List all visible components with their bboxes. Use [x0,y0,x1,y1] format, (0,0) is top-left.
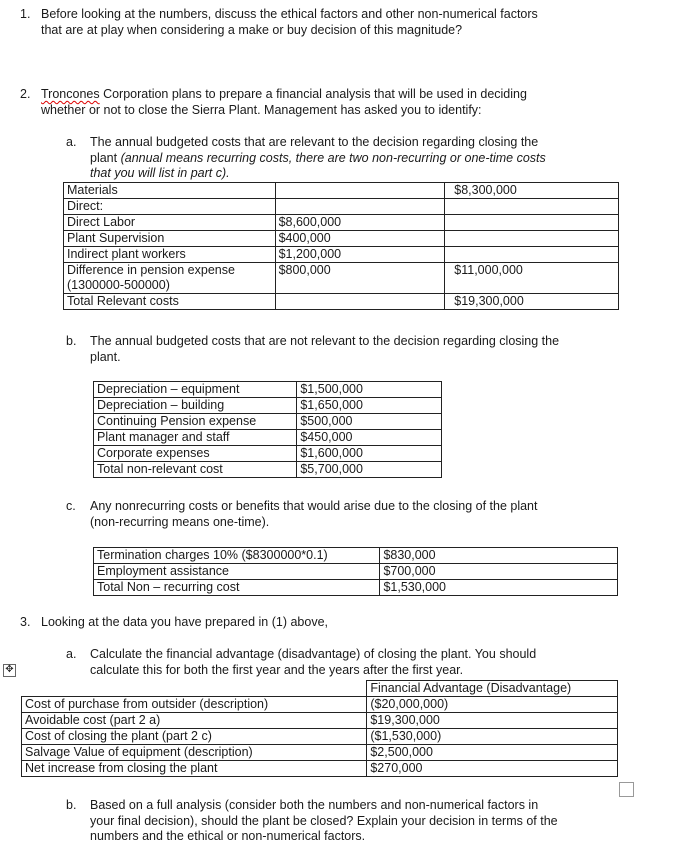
cell-label: Cost of purchase from outsider (description) [22,697,367,713]
q1-line1: Before looking at the numbers, discuss the ethical factors and other non-numerical factors [41,7,538,21]
cell-amount [275,294,445,310]
q2-line2: whether or not to close the Sierra Plant. Management has asked you to identify: [41,102,482,117]
q2a-letter: a. [66,135,77,149]
table-header: Financial Advantage (Disadvantage) [367,681,618,697]
q2b-line2: plant. [90,349,121,364]
financial-advantage-table [21,680,618,777]
cell-label: Plant manager and staff [94,430,297,446]
q3-number: 3. [20,615,31,629]
table-row [64,247,619,263]
cell-label: Indirect plant workers [64,247,276,263]
cell-amount: ($20,000,000) [367,697,618,713]
table-row [22,681,618,697]
cell-amount: $450,000 [297,430,442,446]
q1-text [41,7,538,38]
cell-label: Total Relevant costs [64,294,276,310]
cell-amount: $400,000 [275,231,445,247]
q3b-line2: your final decision), should the plant be closed? Explain your decision in terms of the [90,813,558,828]
cell-label: Net increase from closing the plant [22,761,367,777]
cell-label-line2: (1300000-500000) [67,278,170,292]
cell-total: $11,000,000 [445,263,619,294]
table-row [64,231,619,247]
q3a-letter: a. [66,647,77,661]
table-row [94,382,442,398]
cell-amount [275,199,445,215]
cell-label: Direct: [64,199,276,215]
q2-line1: Corporation plans to prepare a financial analysis that will be used in deciding [99,87,527,101]
cell-amount: $800,000 [275,263,445,294]
table-row [94,446,442,462]
table-row [22,745,618,761]
cell-label: Termination charges 10% ($8300000*0.1) [94,548,380,564]
q3a-line1: Calculate the financial advantage (disadvantage) of closing the plant. You should [90,647,537,661]
table-row [22,697,618,713]
cell-amount: $1,600,000 [297,446,442,462]
cell-amount: $8,600,000 [275,215,445,231]
q2-text [41,87,527,118]
q1-number: 1. [20,7,31,21]
move-handle-icon[interactable]: ✥ [3,664,16,677]
table-row [64,215,619,231]
cell-total [445,231,619,247]
table-row [64,263,619,294]
nonrecurring-costs-table [93,547,618,596]
non-relevant-costs-table [93,381,442,478]
cell-label: Salvage Value of equipment (description) [22,745,367,761]
q2b-text [90,334,559,365]
q2a-line2-italic: (annual means recurring costs, there are two non-recurring or one-time costs [120,150,546,165]
q2c-text [90,499,538,530]
cell-amount: $1,500,000 [297,382,442,398]
cell-amount: $1,650,000 [297,398,442,414]
table-row [22,761,618,777]
cell-label: Continuing Pension expense [94,414,297,430]
cell-amount: $500,000 [297,414,442,430]
cell-label: Total Non – recurring cost [94,580,380,596]
cell-label: Materials [64,183,276,199]
table-row [22,729,618,745]
q2a-line1: The annual budgeted costs that are relevant to the decision regarding closing the [90,135,539,149]
cell-amount: $830,000 [380,548,618,564]
cell-amount: $1,200,000 [275,247,445,263]
q3a-line2: calculate this for both the first year and the years after the first year. [90,662,464,677]
cell-amount: $270,000 [367,761,618,777]
cell-total: $19,300,000 [445,294,619,310]
q2b-letter: b. [66,334,77,348]
cell-amount: ($1,530,000) [367,729,618,745]
table-row [94,414,442,430]
q3b-line3: numbers and the ethical or non-numerical factors. [90,829,366,843]
cell-label: Plant Supervision [64,231,276,247]
cell-amount: $1,530,000 [380,580,618,596]
table-end-marker [619,782,634,797]
cell-label: Avoidable cost (part 2 a) [22,713,367,729]
cell-total: $8,300,000 [445,183,619,199]
cell-label: Depreciation – equipment [94,382,297,398]
cell-amount: $5,700,000 [297,462,442,478]
table-row [94,548,618,564]
table-row [64,199,619,215]
q3b-text [90,798,558,845]
cell-total [445,215,619,231]
cell-label: Depreciation – building [94,398,297,414]
q2-number: 2. [20,87,31,101]
q3a-text [90,647,536,678]
cell-label: Corporate expenses [94,446,297,462]
cell-label: Employment assistance [94,564,380,580]
table-row [64,294,619,310]
table-row [94,462,442,478]
cell-amount: $19,300,000 [367,713,618,729]
cell-label: Cost of closing the plant (part 2 c) [22,729,367,745]
q2a-line3: that you will list in part c). [90,166,230,180]
cell-label: Direct Labor [64,215,276,231]
q2a-text [90,135,546,182]
q2c-line2: (non-recurring means one-time). [90,514,270,529]
company-name: Troncones [41,87,100,101]
cell-total [445,199,619,215]
table-row [94,430,442,446]
cell-amount: $2,500,000 [367,745,618,761]
q3b-letter: b. [66,798,77,812]
table-row [64,183,619,199]
q3b-line1: Based on a full analysis (consider both the numbers and non-numerical factors in [90,798,539,812]
q1-line2: that are at play when considering a make or buy decision of this magnitude? [41,22,463,37]
cell-amount [275,183,445,199]
q3-text: Looking at the data you have prepared in (1) above, [41,615,329,629]
cell-label: Total non-relevant cost [94,462,297,478]
q2c-line1: Any nonrecurring costs or benefits that would arise due to the closing of the plant [90,499,538,513]
table-row [22,713,618,729]
relevant-costs-table [63,182,619,310]
q2a-line2-plain: plant [90,150,121,165]
q2c-letter: c. [66,499,76,513]
cell-label [64,263,276,294]
cell-label-line1: Difference in pension expense [67,263,235,277]
table-row [94,564,618,580]
table-row [94,398,442,414]
table-row [94,580,618,596]
cell-amount: $700,000 [380,564,618,580]
q2b-line1: The annual budgeted costs that are not relevant to the decision regarding closing the [90,334,560,348]
cell-total [445,247,619,263]
